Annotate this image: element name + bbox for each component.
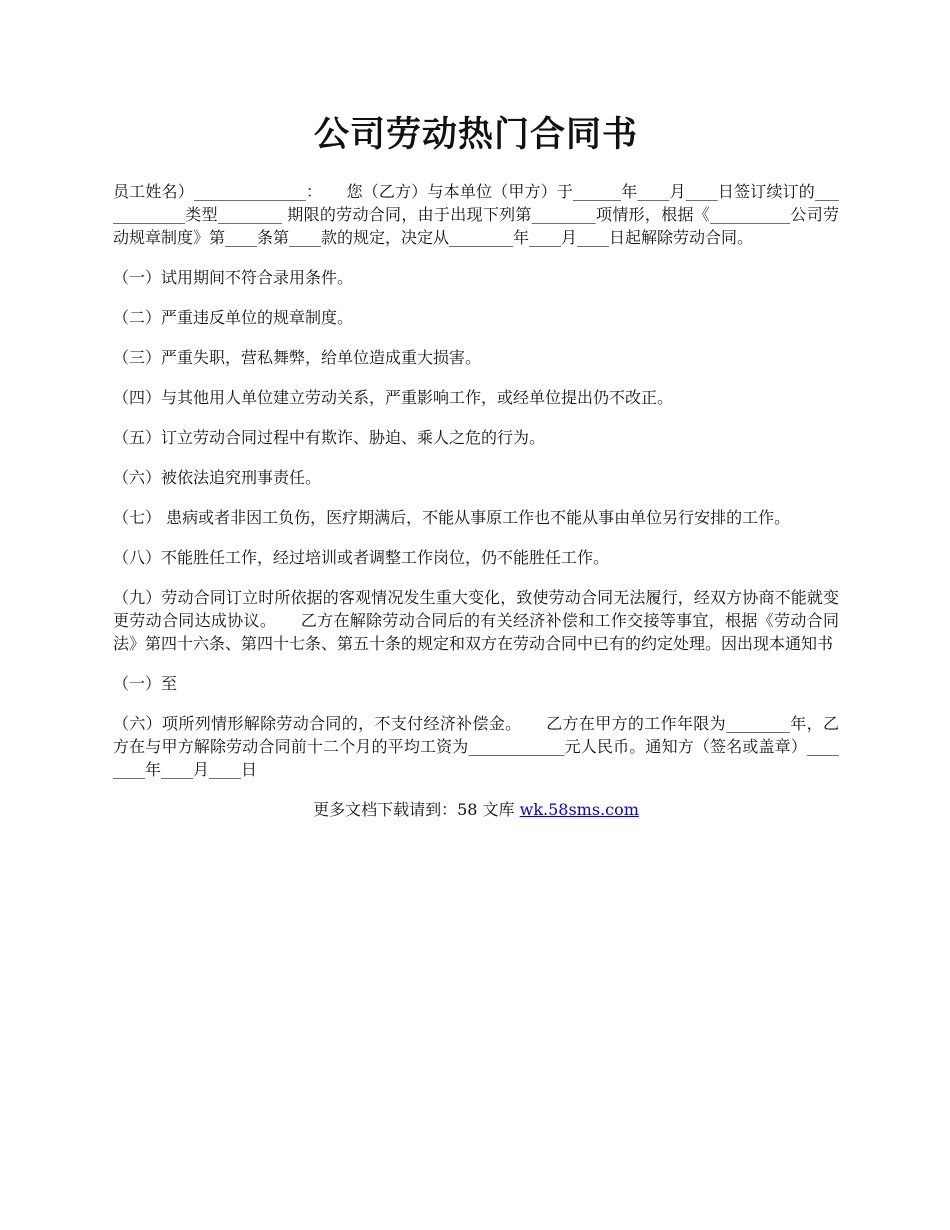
footer xyxy=(113,798,839,821)
document-page xyxy=(113,110,839,821)
clause-6: （六）被依法追究刑事责任。 xyxy=(113,468,322,487)
clause-7: （七） 患病或者非因工负伤，医疗期满后，不能从事原工作也不能从事由单位另行安排的工作。 xyxy=(113,508,791,527)
clause-5: （五）订立劳动合同过程中有欺诈、胁迫、乘人之危的行为。 xyxy=(113,428,546,447)
footer-text: 更多文档下载请到：58 文库 xyxy=(313,800,520,819)
clause-2: （二）严重违反单位的规章制度。 xyxy=(113,308,354,327)
clause-9: （九）劳动合同订立时所依据的客观情况发生重大变化，致使劳动合同无法履行，经双方协商不能就变更劳动合同达成协议。 乙方在解除劳动合同后的有关经济补偿和工作交接等事宜，根据《劳动合同法》第四十六条、第四十七条、第五十条的规定和双方在劳动合同中已有的约定处理。因出现本通知书 xyxy=(113,588,839,653)
clause-3: （三）严重失职，营私舞弊，给单位造成重大损害。 xyxy=(113,348,482,367)
intro-paragraph: 员工姓名）______________： 您（乙方）与本单位（甲方）于______年____月____日签订续订的____________类型________ 期限的劳动合同，由于出现下列第________项情形，根据《__________公司劳动规章制度》第____条第____款的规定，决定从________年____月____日起解除劳动合同。 xyxy=(113,182,839,247)
footer-link[interactable]: wk.58sms.com xyxy=(519,800,639,819)
range-start-paragraph: （一）至 xyxy=(113,674,178,693)
clause-8: （八）不能胜任工作，经过培训或者调整工作岗位，仍不能胜任工作。 xyxy=(113,548,610,567)
clause-1: （一）试用期间不符合录用条件。 xyxy=(113,268,354,287)
clause-4: （四）与其他用人单位建立劳动关系，严重影响工作，或经单位提出仍不改正。 xyxy=(113,388,674,407)
document-title: 公司劳动热门合同书 xyxy=(313,114,638,155)
closing-paragraph: （六）项所列情形解除劳动合同的，不支付经济补偿金。 乙方在甲方的工作年限为________年，乙方在与甲方解除劳动合同前十二个月的平均工资为____________元人民币。通知方（签名或盖章）________年____月____日 xyxy=(113,714,839,779)
